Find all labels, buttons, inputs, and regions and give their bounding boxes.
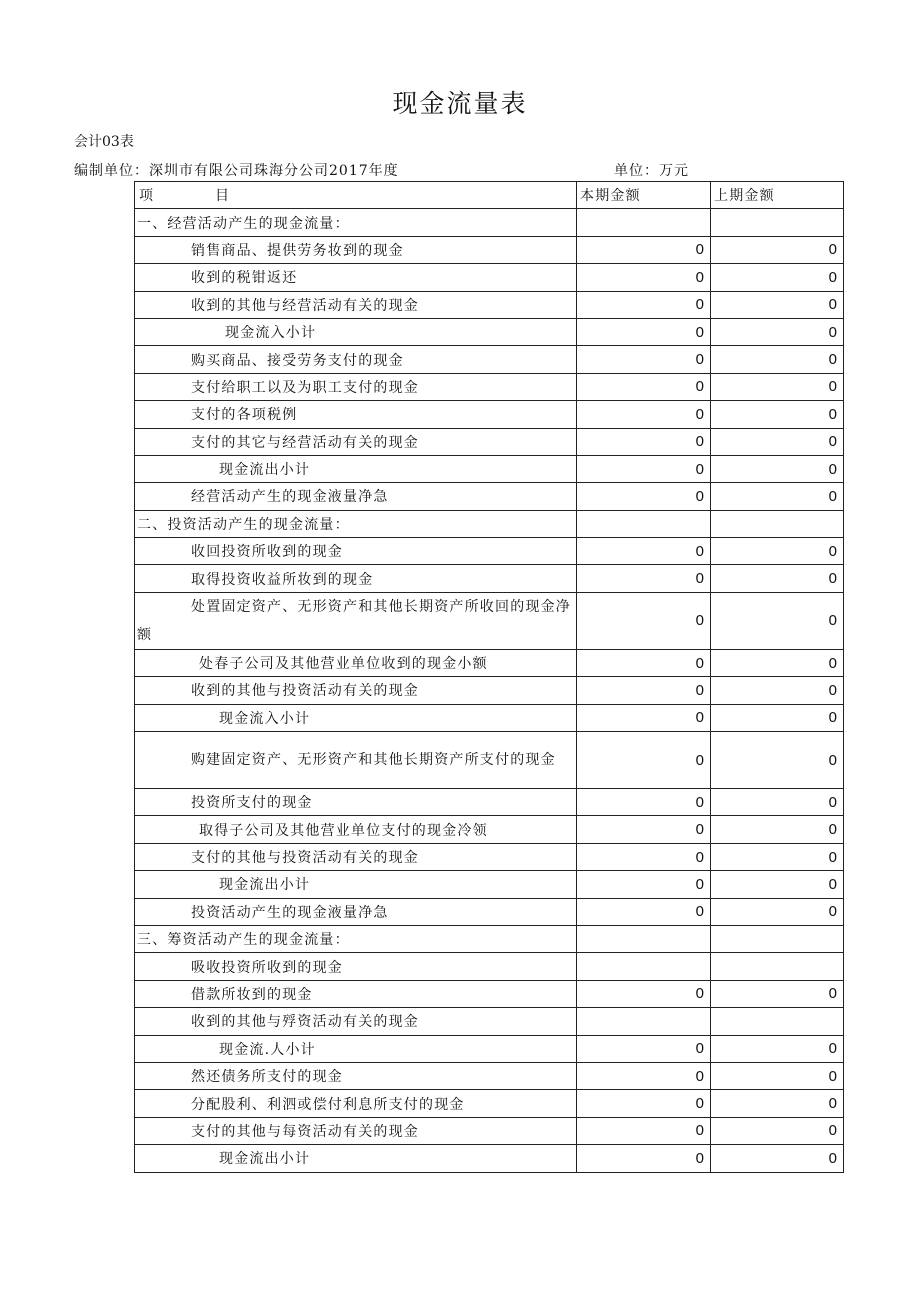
row-item-label: 投资所支付的现金 (135, 789, 577, 816)
row-item-label: 支付给职工以及为职工支付的现金 (135, 373, 577, 400)
row-item-label: 购买商品、接受劳务支付的现金 (135, 346, 577, 373)
cash-flow-table (134, 181, 844, 1173)
row-previous-amount: 0 (711, 704, 844, 731)
table-row (135, 1062, 844, 1089)
row-previous-amount: 0 (711, 1090, 844, 1117)
row-previous-amount: 0 (711, 346, 844, 373)
row-current-amount: 0 (577, 1117, 711, 1144)
row-previous-amount: 0 (711, 843, 844, 870)
row-previous-amount (711, 1008, 844, 1035)
row-item-label: 二、投资活动产生的现金流量： (135, 510, 577, 537)
header-current-amount: 本期金额 (577, 182, 711, 209)
row-item-label: 借款所妆到的现金 (135, 980, 577, 1007)
row-current-amount: 0 (577, 732, 711, 789)
row-previous-amount: 0 (711, 401, 844, 428)
row-previous-amount (711, 510, 844, 537)
row-previous-amount: 0 (711, 789, 844, 816)
row-current-amount: 0 (577, 236, 711, 263)
row-current-amount: 0 (577, 789, 711, 816)
table-row (135, 510, 844, 537)
row-item-label: 支付的其它与经营活动有关的现金 (135, 428, 577, 455)
row-current-amount: 0 (577, 843, 711, 870)
row-previous-amount: 0 (711, 264, 844, 291)
row-item-label: 投资活动产生的现金液量净急 (135, 898, 577, 925)
header-item: 项 目 (135, 182, 577, 209)
row-current-amount: 0 (577, 401, 711, 428)
row-previous-amount (711, 953, 844, 980)
row-previous-amount: 0 (711, 898, 844, 925)
row-previous-amount (711, 925, 844, 952)
row-current-amount: 0 (577, 291, 711, 318)
row-current-amount: 0 (577, 649, 711, 676)
row-previous-amount: 0 (711, 373, 844, 400)
table-row (135, 898, 844, 925)
row-current-amount (577, 209, 711, 236)
row-current-amount (577, 510, 711, 537)
table-row (135, 704, 844, 731)
table-row (135, 428, 844, 455)
table-body (135, 209, 844, 1172)
row-item-label: 现金流出小计 (135, 1145, 577, 1172)
unit-label: 单位：万元 (614, 163, 689, 179)
table-row (135, 816, 844, 843)
row-item-label: 支付的各项税例 (135, 401, 577, 428)
row-item-label: 处春子公司及其他营业单位收到的现金小额 (135, 649, 577, 676)
row-current-amount: 0 (577, 816, 711, 843)
row-previous-amount: 0 (711, 649, 844, 676)
row-item-label: 收到的其他与殍资活动有关的现金 (135, 1008, 577, 1035)
row-current-amount (577, 953, 711, 980)
page-title: 现金流量表 (392, 89, 528, 118)
table-row (135, 1090, 844, 1117)
table-row (135, 592, 844, 649)
table-row (135, 871, 844, 898)
row-item-label: 购建固定资产、无形资产和其他长期资产所支付的现金 (135, 732, 577, 789)
row-previous-amount: 0 (711, 318, 844, 345)
row-item-label: 收到的税钳返还 (135, 264, 577, 291)
row-item-label: 取得投资收益所妆到的现金 (135, 565, 577, 592)
row-item-label: 经营活动产生的现金液量净急 (135, 483, 577, 510)
table-row (135, 401, 844, 428)
table-row (135, 732, 844, 789)
row-previous-amount (711, 209, 844, 236)
row-item-label: 现金流入小计 (135, 318, 577, 345)
table-row (135, 677, 844, 704)
row-previous-amount: 0 (711, 871, 844, 898)
row-current-amount: 0 (577, 455, 711, 482)
row-item-label: 现金流.人小计 (135, 1035, 577, 1062)
row-current-amount: 0 (577, 592, 711, 649)
row-item-label: 现金流入小计 (135, 704, 577, 731)
row-current-amount (577, 1008, 711, 1035)
row-item-label: 收到的其他与投资活动有关的现金 (135, 677, 577, 704)
row-current-amount: 0 (577, 373, 711, 400)
table-row (135, 483, 844, 510)
row-current-amount: 0 (577, 898, 711, 925)
row-previous-amount: 0 (711, 677, 844, 704)
row-item-label: 收到的其他与经营活动有关的现金 (135, 291, 577, 318)
table-row (135, 980, 844, 1007)
table-row (135, 789, 844, 816)
table-row (135, 318, 844, 345)
table-row (135, 565, 844, 592)
table-row (135, 236, 844, 263)
row-previous-amount: 0 (711, 565, 844, 592)
table-row (135, 1008, 844, 1035)
row-previous-amount: 0 (711, 291, 844, 318)
row-item-label: 现金流出小计 (135, 871, 577, 898)
row-item-label: 支付的其他与每资活动有关的现金 (135, 1117, 577, 1144)
table-row (135, 538, 844, 565)
row-item-label: 三、筹资活动产生的现金流量： (135, 925, 577, 952)
row-current-amount: 0 (577, 483, 711, 510)
row-current-amount: 0 (577, 980, 711, 1007)
row-current-amount: 0 (577, 704, 711, 731)
table-row (135, 346, 844, 373)
form-code: 会计03表 (74, 134, 134, 150)
row-current-amount: 0 (577, 871, 711, 898)
row-previous-amount: 0 (711, 816, 844, 843)
table-row (135, 291, 844, 318)
row-previous-amount: 0 (711, 483, 844, 510)
row-item-label: 取得子公司及其他营业单位支付的现金冷领 (135, 816, 577, 843)
table-row (135, 209, 844, 236)
row-previous-amount: 0 (711, 455, 844, 482)
row-item-label: 收回投资所收到的现金 (135, 538, 577, 565)
organization-label: 编制单位：深圳市有限公司珠海分公司2017年度 (74, 163, 399, 179)
row-current-amount: 0 (577, 264, 711, 291)
row-current-amount: 0 (577, 318, 711, 345)
table-row (135, 264, 844, 291)
header-previous-amount: 上期金额 (711, 182, 844, 209)
row-previous-amount: 0 (711, 1062, 844, 1089)
row-item-label: 支付的其他与投资活动有关的现金 (135, 843, 577, 870)
row-previous-amount: 0 (711, 732, 844, 789)
row-current-amount: 0 (577, 1035, 711, 1062)
table-row (135, 953, 844, 980)
row-previous-amount: 0 (711, 1117, 844, 1144)
row-current-amount: 0 (577, 428, 711, 455)
table-row (135, 1035, 844, 1062)
table-row (135, 455, 844, 482)
row-previous-amount: 0 (711, 980, 844, 1007)
table-row (135, 373, 844, 400)
table-header-row (135, 182, 844, 209)
row-previous-amount: 0 (711, 592, 844, 649)
row-item-label: 吸收投资所收到的现金 (135, 953, 577, 980)
row-current-amount: 0 (577, 1090, 711, 1117)
row-current-amount: 0 (577, 1062, 711, 1089)
row-current-amount: 0 (577, 565, 711, 592)
row-item-label: 现金流出小计 (135, 455, 577, 482)
row-previous-amount: 0 (711, 538, 844, 565)
row-previous-amount: 0 (711, 1035, 844, 1062)
row-previous-amount: 0 (711, 1145, 844, 1172)
row-item-label: 处置固定资产、无形资产和其他长期资产所收回的现金净额 (135, 592, 577, 649)
table-row (135, 843, 844, 870)
row-current-amount (577, 925, 711, 952)
row-current-amount: 0 (577, 346, 711, 373)
table-row (135, 1117, 844, 1144)
table-row (135, 925, 844, 952)
row-previous-amount: 0 (711, 236, 844, 263)
row-item-label: 然还债务所支付的现金 (135, 1062, 577, 1089)
row-current-amount: 0 (577, 677, 711, 704)
row-previous-amount: 0 (711, 428, 844, 455)
row-item-label: 分配股利、利泗或偿付利息所支付的现金 (135, 1090, 577, 1117)
row-item-label: 销售商品、提供劳务妆到的现金 (135, 236, 577, 263)
table-row (135, 1145, 844, 1172)
row-item-label: 一、经营活动产生的现金流量： (135, 209, 577, 236)
table-row (135, 649, 844, 676)
row-current-amount: 0 (577, 538, 711, 565)
row-current-amount: 0 (577, 1145, 711, 1172)
